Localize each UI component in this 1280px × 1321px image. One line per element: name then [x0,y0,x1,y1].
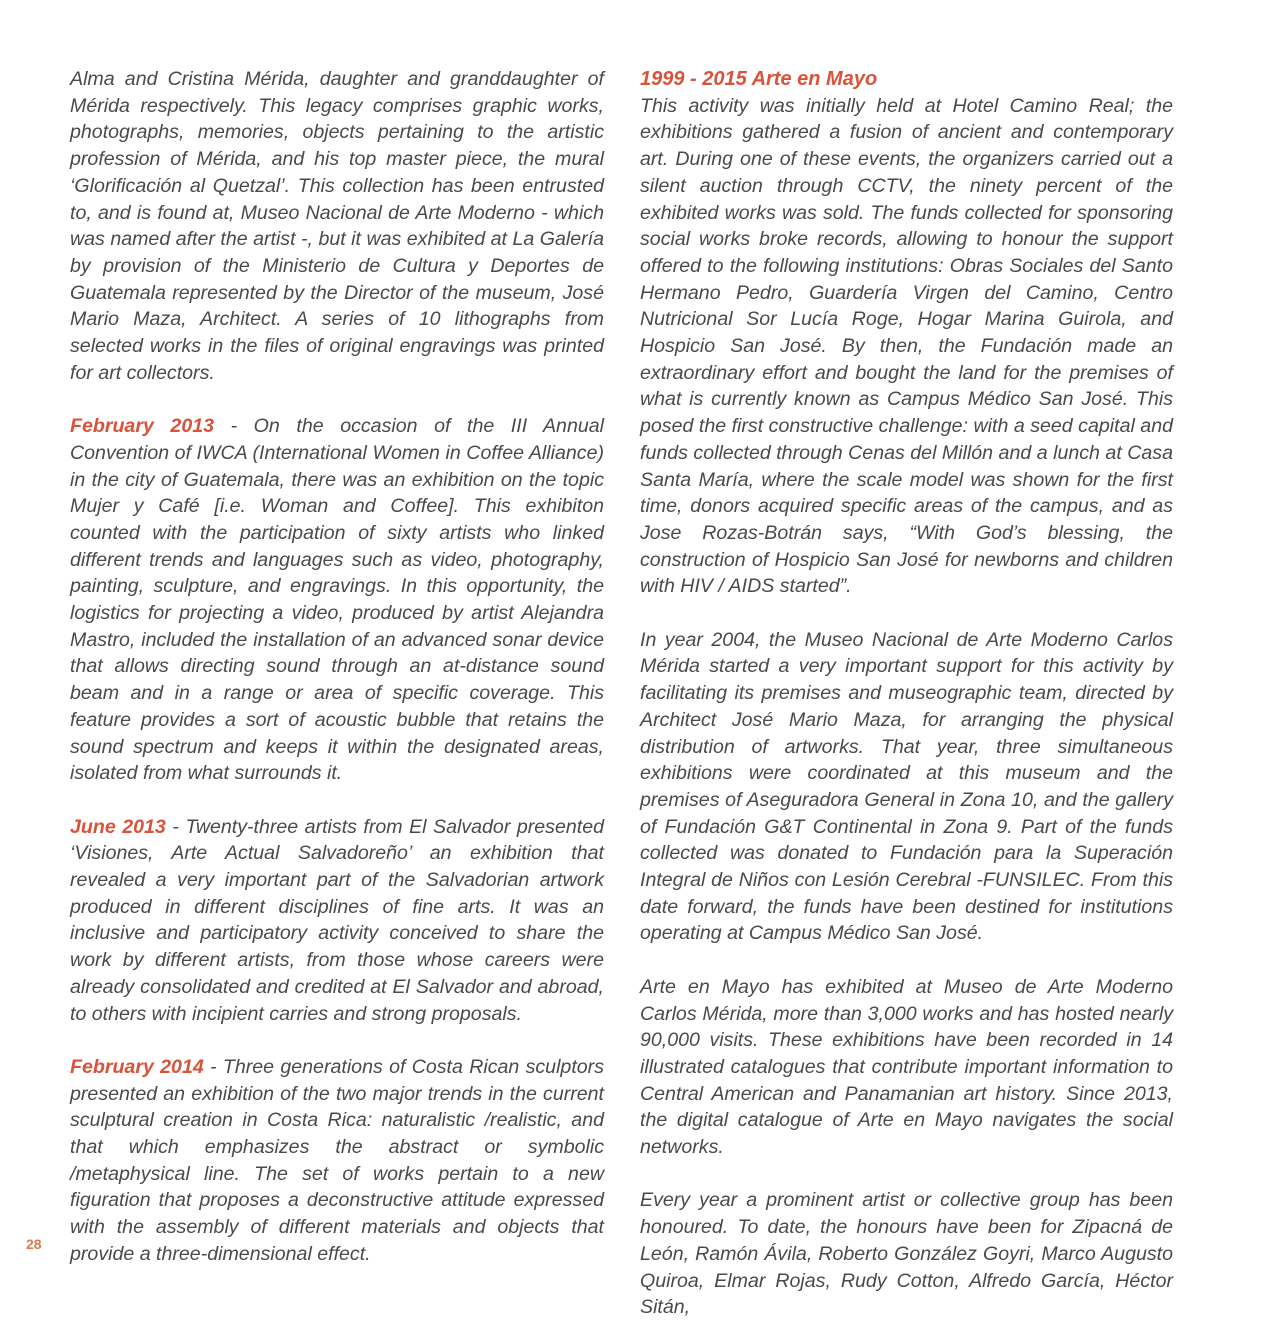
entry-heading: June 2013 [70,815,166,838]
section-title: 1999 - 2015 Arte en Mayo [640,68,878,90]
entry-heading: February 2013 [70,415,215,438]
paragraph-honoured: Every year a prominent artist or collective group has been honoured. To date, the honours have been for Zipacná de León, Ramón Ávila, Roberto González Goyri, Marco Augusto Quiroa, Elmar Rojas, Rudy Cotton, Alfredo García, Héctor Sitán, [640,1189,1173,1319]
arte-en-mayo-intro [640,66,1173,600]
entry-heading: February 2014 [70,1055,204,1078]
entry-february-2014 [70,1054,604,1268]
entry-text: - Twenty-three artists from El Salvador presented ‘Visiones, Arte Actual Salvadoreño’ an exhibition that revealed a very important part of the Salvadorian artwork produced in different disciplines of fine arts. It was an inclusive and participatory activity conceived to share the work by different artists, from those whose careers were already consolidated and credited at El Salvador and abroad, to others with incipient carries and strong proposals. [70,815,604,1025]
left-column [70,66,604,1268]
right-column [640,66,1173,1321]
paragraph-exhibited: Arte en Mayo has exhibited at Museo de Arte Moderno Carlos Mérida, more than 3,000 works and has hosted nearly 90,000 visits. These exhibitions have been recorded in 14 illustrated catalogues that contribute important information to Central American and Panamanian art history. Since 2013, the digital catalogue of Arte en Mayo navigates the social networks. [640,975,1173,1159]
intro-paragraph: Alma and Cristina Mérida, daughter and granddaughter of Mérida respectively. This legacy comprises graphic works, photographs, memories, objects pertaining to the artistic profession of Mérida, and his top master piece, the mural ‘Glorificación al Quetzal’. This collection has been entrusted to, and is found at, Museo Nacional de Arte Moderno - which was named after the artist -, but it was exhibited at La Galería by provision of the Ministerio de Cultura y Deportes de Guatemala represented by the Director of the museum, José Mario Maza, Architect. A series of 10 lithographs from selected works in the files of original engravings was printed for art collectors. [70,68,604,384]
paragraph-2004: In year 2004, the Museo Nacional de Arte Moderno Carlos Mérida started a very important support for this activity by facilitating its premises and museographic team, directed by Architect José Mario Maza, for arranging the physical distribution of artworks. That year, three simultaneous exhibitions were coordinated at this museum and the premises of Aseguradora General in Zona 10, and the gallery of Fundación G&T Continental in Zona 9. Part of the funds collected was donated to Fundación para la Superación Integral de Niños con Lesión Cerebral -FUNSILEC. From this date forward, the funds have been destined for institutions operating at Campus Médico San José. [640,628,1173,945]
entry-june-2013 [70,814,604,1028]
page-number: 28 [26,1236,42,1252]
paragraph-text: This activity was initially held at Hotel Camino Real; the exhibitions gathered a fusion of ancient and contemporary art. During one of these events, the organizers carried out a silent auction through CCTV, the ninety percent of the exhibited works was sold. The funds collected for sponsoring social works broke records, allowing to honour the support offered to the following institutions: Obras Sociales del Santo Hermano Pedro, Guardería Virgen del Camino, Centro Nutricional Sor Lucía Roge, Hogar Marina Guirola, and Hospicio San José. By then, the Fundación made an extraordinary effort and bought the land for the premises of what is currently known as Campus Médico San José. This posed the first constructive challenge: with a seed capital and funds collected through Cenas del Millón and a lunch at Casa Santa María, where the scale model was shown for the first time, donors acquired specific areas of the campus, and as Jose Rozas-Botrán says, “With God’s blessing, the construction of Hospicio San José for newborns and children with HIV / AIDS started”. [640,94,1173,598]
entry-text: - On the occasion of the III Annual Convention of IWCA (International Women in Coffee Alliance) in the city of Guatemala, there was an exhibition on the topic Mujer y Café [i.e. Woman and Coffee]. This exhibiton counted with the participation of sixty artists who linked different trends and languages such as video, photography, painting, sculpture, and engravings. In this opportunity, the logistics for projecting a video, produced by artist Alejandra Mastro, included the installation of an advanced sonar device that allows directing sound through an at-distance sound beam and in a range or area of specific coverage. This feature provides a sort of acoustic bubble that retains the sound spectrum and keeps it within the designated areas, isolated from what surrounds it. [70,415,604,785]
entry-text: - Three generations of Costa Rican sculptors presented an exhibition of the two major trends in the current sculptural creation in Costa Rica: naturalistic /realistic, and that which emphasizes the abstract or symbolic /metaphysical line. The set of works pertain to a new figuration that proposes a deconstructive attitude expressed with the assembly of different materials and objects that provide a three-dimensional effect. [70,1055,604,1265]
entry-february-2013 [70,413,604,787]
